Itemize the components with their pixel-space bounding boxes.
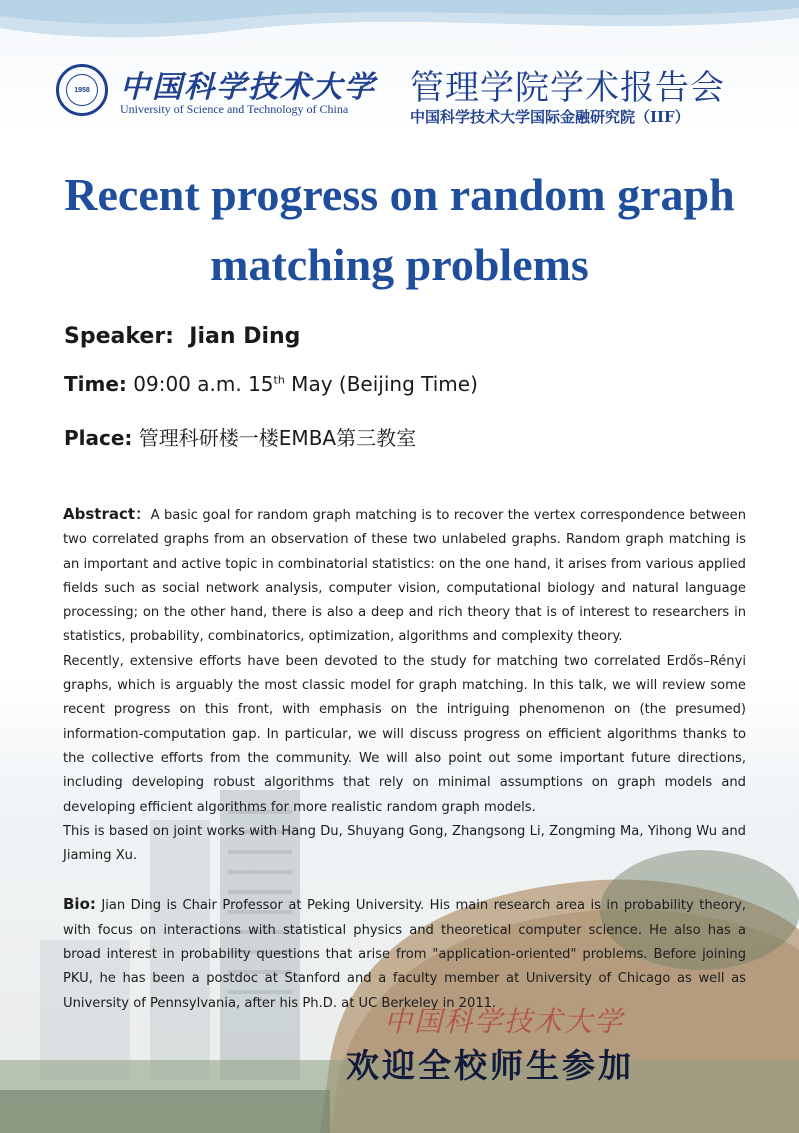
time-value: 09:00 a.m. 15th May (Beijing Time) (133, 372, 478, 396)
speaker-line (64, 324, 300, 349)
abstract-section (63, 502, 746, 1016)
university-name-en: University of Science and Technology of China (120, 102, 349, 116)
university-name-cn: 中国科学技术大学 (120, 70, 376, 105)
time-label: Time: (64, 372, 127, 396)
abstract-label: Abstract： (63, 505, 151, 523)
place-line (64, 422, 416, 451)
time-line (64, 372, 478, 396)
series-subtitle: 中国科学技术大学国际金融研究院（IIF） (410, 108, 690, 126)
series-title: 管理学院学术报告会 (410, 68, 725, 108)
speaker-label: Speaker: (64, 324, 174, 349)
bio-paragraph: Bio: Jian Ding is Chair Professor at Peking University. His main research area is in probability theory, with focus on interactions with statistical physics and theoretical computer science. He also has a broad interest in probability questions that arise from "application-oriented" problems. Before joining PKU, he has been a postdoc at Stanford and a faculty member at University of Chicago as well as University of Pennsylvania, after his Ph.D. at UC Berkeley in 2011. (63, 895, 746, 1011)
abstract-paragraph-1: Abstract：A basic goal for random graph matching is to recover the vertex correspondence between two correlated graphs from an observation of these two unlabeled graphs. Random graph matching is an important and active topic in combinatorial statistics: on the one hand, it arises from various applied fields such as social network analysis, computer vision, computational biology and natural language processing; on the other hand, there is also a deep and rich theory that is of interest to researchers in statistics, probability, combinatorics, optimization, algorithms and complexity theory. (63, 505, 746, 645)
place-label: Place: (64, 426, 133, 450)
talk-title-line-2: matching problems (210, 239, 589, 290)
seal-year: 1958 (66, 74, 98, 106)
university-seal-logo (56, 64, 108, 116)
stone-engraving-text: 中国科学技术大学 (384, 1005, 625, 1038)
abstract-paragraph-2: Recently, extensive efforts have been devoted to the study for matching two correlated Erdős–Rényi graphs, which is arguably the most classic model for graph matching. In this talk, we will review some recent progress on this front, with emphasis on the intriguing phenomenon on (the presumed) information-computation gap. In particular, we will discuss progress on efficient algorithms thanks to the collective efforts from the community. We will also point out some important future directions, including developing robust algorithms that rely on minimal assumptions on graph models and developing efficient algorithms for more realistic random graph models. (63, 653, 746, 815)
place-value: 管理科研楼一楼EMBA第三教室 (138, 426, 417, 450)
top-wave-decoration (0, 0, 799, 60)
bio-label: Bio: (63, 895, 96, 914)
talk-title-line-1: Recent progress on random graph (64, 169, 735, 220)
talk-title (30, 160, 769, 300)
welcome-banner: 欢迎全校师生参加 (346, 1046, 634, 1085)
speaker-name: Jian Ding (189, 324, 301, 349)
abstract-paragraph-3: This is based on joint works with Hang Du, Shuyang Gong, Zhangsong Li, Zongming Ma, Yihong Wu and Jiaming Xu. (63, 823, 746, 864)
